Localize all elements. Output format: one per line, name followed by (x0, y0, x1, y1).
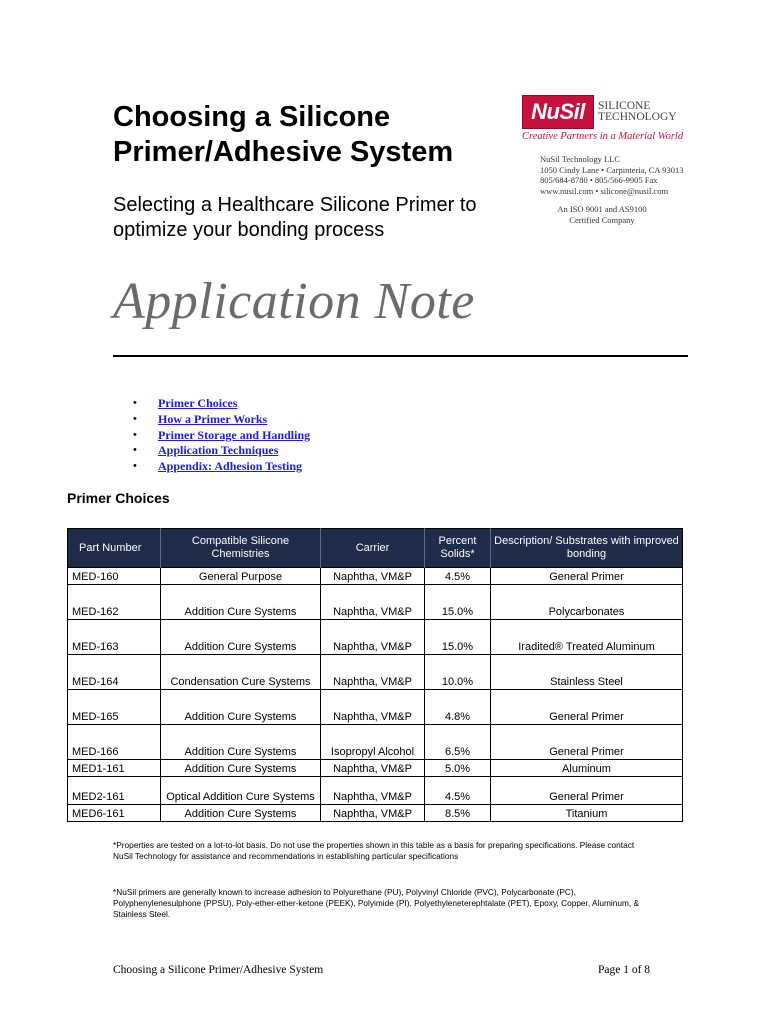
cell-carrier: Naphtha, VM&P (321, 690, 425, 725)
cell-chemistry: General Purpose (161, 568, 321, 585)
logo-side-line-2: TECHNOLOGY (598, 111, 677, 123)
cell-chemistry: Addition Cure Systems (161, 585, 321, 620)
cell-description: General Primer (491, 777, 683, 805)
cell-percent-solids: 5.0% (425, 760, 491, 777)
cell-percent-solids: 4.5% (425, 777, 491, 805)
toc-link-primer-choices[interactable]: Primer Choices (158, 396, 238, 410)
cell-description: General Primer (491, 725, 683, 760)
toc-item (133, 396, 310, 412)
primer-table-container (67, 528, 682, 822)
cell-carrier: Naphtha, VM&P (321, 620, 425, 655)
cell-part-number: MED-163 (68, 620, 161, 655)
cell-chemistry: Addition Cure Systems (161, 620, 321, 655)
footer-page-number: Page 1 of 8 (598, 964, 651, 976)
cell-chemistry: Addition Cure Systems (161, 805, 321, 822)
table-row (68, 585, 683, 620)
cell-description: General Primer (491, 568, 683, 585)
company-address (522, 154, 697, 196)
toc-link-primer-storage[interactable]: Primer Storage and Handling (158, 427, 311, 442)
column-header-carrier: Carrier (321, 529, 425, 568)
cell-part-number: MED-162 (68, 585, 161, 620)
cell-carrier: Naphtha, VM&P (321, 805, 425, 822)
address-line: 1050 Cindy Lane • Carpinteria, CA 93013 (540, 164, 684, 175)
cell-description: Iradited® Treated Aluminum (491, 620, 683, 655)
table-row (68, 655, 683, 690)
cell-part-number: MED-166 (68, 725, 161, 760)
cell-percent-solids: 4.8% (425, 690, 491, 725)
table-row (68, 777, 683, 805)
table-row (68, 760, 683, 777)
table-body (68, 568, 683, 822)
cell-part-number: MED-164 (68, 655, 161, 690)
section-heading: Primer Choices (67, 490, 170, 506)
table-row (68, 690, 683, 725)
cell-chemistry: Addition Cure Systems (161, 760, 321, 777)
toc-item (133, 428, 310, 444)
cell-carrier: Naphtha, VM&P (321, 585, 425, 620)
company-logo-block (522, 95, 697, 225)
cell-carrier: Naphtha, VM&P (321, 760, 425, 777)
toc-link-appendix-adhesion[interactable]: Appendix: Adhesion Testing (158, 459, 303, 474)
address-line: NuSil Technology LLC (540, 154, 620, 164)
cell-part-number: MED1-161 (68, 760, 161, 777)
table-header-row (68, 529, 683, 568)
cell-percent-solids: 4.5% (425, 568, 491, 585)
cell-percent-solids: 15.0% (425, 620, 491, 655)
cell-part-number: MED2-161 (68, 777, 161, 805)
cell-description: Aluminum (491, 760, 683, 777)
cell-description: Titanium (491, 805, 683, 822)
logo-row (522, 95, 697, 129)
logo-side-line-1: SILICONE (598, 100, 651, 112)
cell-percent-solids: 10.0% (425, 655, 491, 690)
cell-chemistry: Condensation Cure Systems (161, 655, 321, 690)
logo-side-text (598, 101, 677, 123)
table-row (68, 568, 683, 585)
table-row (68, 620, 683, 655)
table-row (68, 725, 683, 760)
cell-carrier: Naphtha, VM&P (321, 777, 425, 805)
cell-description: Stainless Steel (491, 655, 683, 690)
cell-part-number: MED-160 (68, 568, 161, 585)
cell-carrier: Isopropyl Alcohol (321, 725, 425, 760)
primer-table (67, 528, 683, 822)
footnote-adhesion: *NuSil primers are generally known to increase adhesion to Polyurethane (PU), Polyvinyl Chloride (PVC), Polycarbonate (PC), Polyphenylenesulphone (PPSU), Poly-ether-ether-ketone (PEEK), Polyimide (PI), Polyethyleneterephtalate (PET), Epoxy, Copper, Aluminum, & Stainless Steel. (113, 887, 640, 919)
cell-part-number: MED-165 (68, 690, 161, 725)
toc-item (133, 443, 310, 459)
cell-carrier: Naphtha, VM&P (321, 568, 425, 585)
toc-link-application-techniques[interactable]: Application Techniques (158, 443, 279, 458)
nusil-logo (522, 95, 594, 129)
document-subtitle: Selecting a Healthcare Silicone Primer to optimize your bonding process (113, 194, 477, 241)
footer-document-title: Choosing a Silicone Primer/Adhesive System (113, 964, 324, 976)
toc-item (133, 412, 310, 428)
cell-percent-solids: 6.5% (425, 725, 491, 760)
address-line: www.nusil.com • silicone@nusil.com (540, 185, 669, 196)
address-line: 805/684-8780 • 805/566-9905 Fax (540, 175, 658, 185)
cell-chemistry: Addition Cure Systems (161, 725, 321, 760)
table-of-contents (133, 396, 310, 475)
column-header-part-number: Part Number (68, 529, 161, 568)
cert-line: An ISO 9001 and AS9100 (557, 204, 647, 214)
cell-chemistry: Addition Cure Systems (161, 690, 321, 725)
table-row (68, 805, 683, 822)
cell-description: Polycarbonates (491, 585, 683, 620)
cell-percent-solids: 8.5% (425, 805, 491, 822)
logo-brand-text: NuSil (531, 99, 585, 124)
logo-tagline: Creative Partners in a Material World (522, 131, 684, 142)
certification-note (522, 204, 682, 225)
cell-description: General Primer (491, 690, 683, 725)
application-note-label: Application Note (113, 273, 475, 330)
column-header-percent-solids: Percent Solids* (425, 529, 491, 568)
column-header-chemistries: Compatible Silicone Chemistries (161, 529, 321, 568)
column-header-description: Description/ Substrates with improved bonding (491, 529, 683, 568)
footnote-properties: *Properties are tested on a lot-to-lot basis. Do not use the properties shown in this table as a basis for preparing specifications. Please contact NuSil Technology for assistance and recommendations in establishing particular specifications (113, 840, 635, 861)
cell-part-number: MED6-161 (68, 805, 161, 822)
toc-link-how-a-primer-works[interactable]: How a Primer Works (158, 411, 268, 426)
cell-chemistry: Optical Addition Cure Systems (161, 777, 321, 805)
cell-carrier: Naphtha, VM&P (321, 655, 425, 690)
cert-line: Certified Company (569, 214, 635, 225)
document-title: Choosing a Silicone Primer/Adhesive System (113, 101, 454, 168)
cell-percent-solids: 15.0% (425, 585, 491, 620)
header-divider (113, 355, 688, 357)
toc-item (133, 459, 310, 475)
